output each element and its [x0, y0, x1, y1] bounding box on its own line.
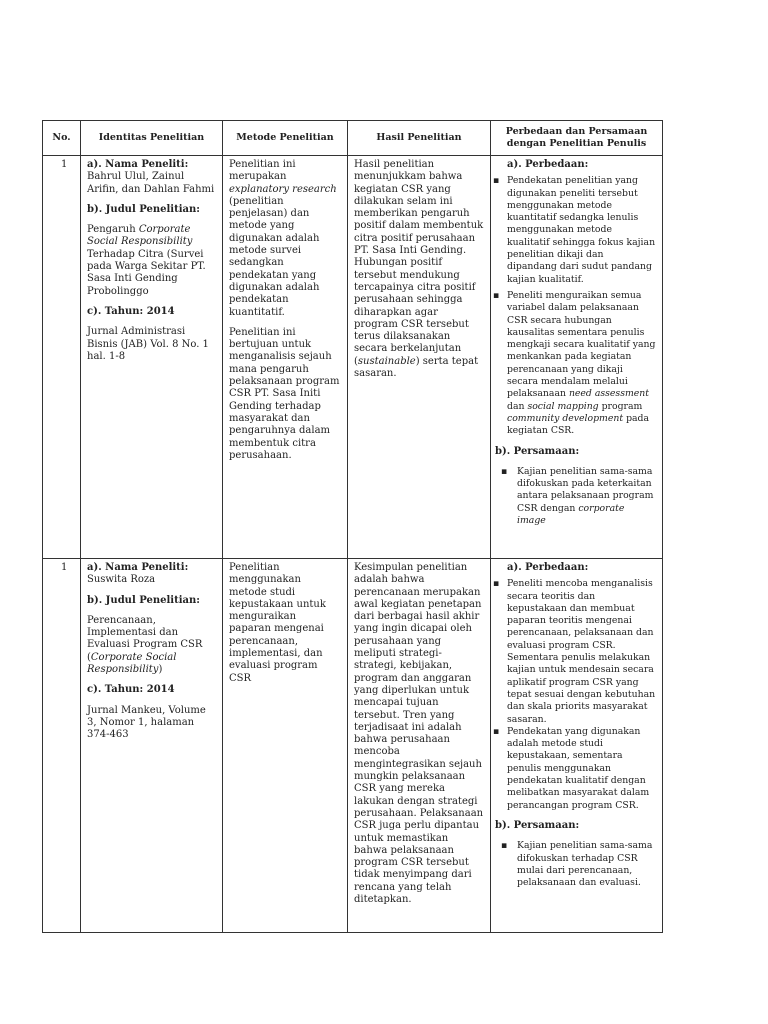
header-hasil: Hasil Penelitian: [348, 121, 491, 156]
list-item: ▪ Kajian penelitian sama-sama difokuskan terhadap CSR mulai dari perencanaan, pelaksanaan dan evaluasi.: [501, 840, 653, 889]
list-item: ▪ Peneliti mencoba menganalisis secara teoritis dan kepustakaan dan membuat paparan teoritis mengenai perencanaan, pelaksanaan dan evaluasi program CSR. Sementara penulis melakukan kajian untuk mendesain secara aplikatif program CSR yang tepat sesuai dengan kebutuhan dan skala priorits masyarakat sasaran.: [493, 578, 656, 725]
tahun-label: c). Tahun: 2014: [87, 305, 175, 317]
header-metode: Metode Penelitian: [223, 121, 348, 156]
hasil-cell: [348, 559, 491, 933]
header-no: No.: [43, 121, 81, 156]
tahun-label: c). Tahun: 2014: [87, 684, 175, 696]
list-item: ▪ Kajian penelitian sama-sama difokuskan pada keterkaitan antara pelaksanaan program CSR dengan corporate image: [501, 465, 654, 527]
list-item: ▪ Peneliti menguraikan semua variabel dalam pelaksanaan CSR secara hubungan kausalitas sementara penulis mengkaji secara kualitatif yang menkankan pada kegiatan perencanaan yang dikaji secara mendalam melalui pelaksanaan need assessment dan social mapping program community development pada kegiatan CSR.: [493, 289, 656, 437]
persamaan-label: b). Persamaan:: [495, 819, 580, 831]
identitas-cell: [81, 559, 223, 933]
metode-paragraph: Penelitian ini merupakan explanatory research (penelitian penjelasan) dan metode yang digunakan adalah metode survei sedangkan pendekatan yang digunakan adalah pendekatan kuantitatif.: [229, 159, 337, 318]
judul-label: b). Judul Penelitian:: [87, 203, 200, 215]
row-number: 1: [43, 156, 81, 559]
table-row: [43, 559, 663, 933]
metode-paragraph: Penelitian ini bertujuan untuk menganalisis sejauh mana pengaruh pelaksanaan program CSR PT. Sasa Initi Gending terhadap masyarakat dan pengaruhnya dalam membentuk citra perusahaan.: [229, 326, 340, 461]
nama-peneliti: Bahrul Ulul, Zainul Arifin, dan Dahlan Fahmi: [87, 171, 215, 195]
table-row: [43, 156, 663, 559]
list-item: ▪ Pendekatan yang digunakan adalah metode studi kepustakaan, sementara penulis menggunakan pendekatan kualitatif dengan melibatkan masyarakat dalam perancangan program CSR.: [493, 725, 650, 811]
persamaan-label: b). Persamaan:: [495, 445, 580, 457]
hasil-paragraph: Kesimpulan penelitian adalah bahwa perencanaan merupakan awal kegiatan penetapan dari berbagai hasil akhir yang ingin dicapai oleh perusahaan yang meliputi strategi-strategi, kebijakan, program dan anggaran yang diperlukan untuk mencapai tujuan tersebut. Tren yang terjadisaat ini adalah bahwa perusahaan mencoba mengintegrasikan sejauh mungkin pelaksanaan CSR yang mereka lakukan dengan strategi perusahaan. Pelaksanaan CSR juga perlu dipantau untuk memastikan bahwa pelaksanaan program CSR tersebut tidak menyimpang dari rencana yang telah ditetapkan.: [354, 562, 484, 906]
nama-label: a). Nama Peneliti:: [87, 562, 189, 573]
judul-penelitian: Pengaruh Corporate Social Responsibility Terhadap Citra (Survei pada Warga Sekitar PT. Sasa Inti Gending Probolinggo: [87, 224, 206, 297]
metode-cell: [223, 559, 348, 933]
hasil-paragraph: Hasil penelitian menunjukkam bahwa kegiatan CSR yang dilakukan selam ini memberikan pengaruh positif dalam membentuk citra positif perusahaan PT. Sasa Inti Gending. Hubungan positif tersebut mendukung tercapainya citra positif perusahaan sehingga diharapkan agar program CSR tersebut terus dilaksanakan secara berkelanjutan (sustainable) serta tepat sasaran.: [354, 159, 484, 380]
identitas-cell: [81, 156, 223, 559]
hasil-cell: [348, 156, 491, 559]
judul-penelitian: Perencanaan, Implementasi dan Evaluasi Program CSR (Corporate Social Responsibility): [87, 614, 203, 676]
jurnal-info: Jurnal Administrasi Bisnis (JAB) Vol. 8 No. 1 hal. 1-8: [87, 326, 209, 362]
judul-label: b). Judul Penelitian:: [87, 594, 200, 606]
header-identitas: Identitas Penelitian: [81, 121, 223, 156]
table-header-row: [43, 121, 663, 156]
row-number: 1: [43, 559, 81, 933]
nama-peneliti: Suswita Roza: [87, 574, 156, 586]
nama-label: a). Nama Peneliti:: [87, 159, 189, 170]
perbedaan-label: a). Perbedaan:: [507, 562, 589, 573]
header-perbedaan: Perbedaan dan Persamaan dengan Penelitian Penulis: [491, 121, 663, 156]
jurnal-info: Jurnal Mankeu, Volume 3, Nomor 1, halaman 374-463: [87, 704, 206, 741]
metode-paragraph: Penelitian menggunakan metode studi kepustakaan untuk menguraikan paparan mengenai perencanaan, implementasi, dan evaluasi program CSR: [229, 562, 326, 684]
metode-cell: [223, 156, 348, 559]
perbedaan-cell: [491, 559, 663, 933]
list-item: ▪ Pendekatan penelitian yang digunakan peneliti tersebut menggunakan metode kuantitatif sedangka lenulis menggunakan metode kualitatif sehingga fokus kajian penelitian dikaji dan dipandang dari sudut pandang kajian kualitatif.: [493, 175, 656, 285]
perbedaan-cell: [491, 156, 663, 559]
perbedaan-label: a). Perbedaan:: [507, 159, 589, 170]
research-comparison-table: [42, 120, 663, 933]
